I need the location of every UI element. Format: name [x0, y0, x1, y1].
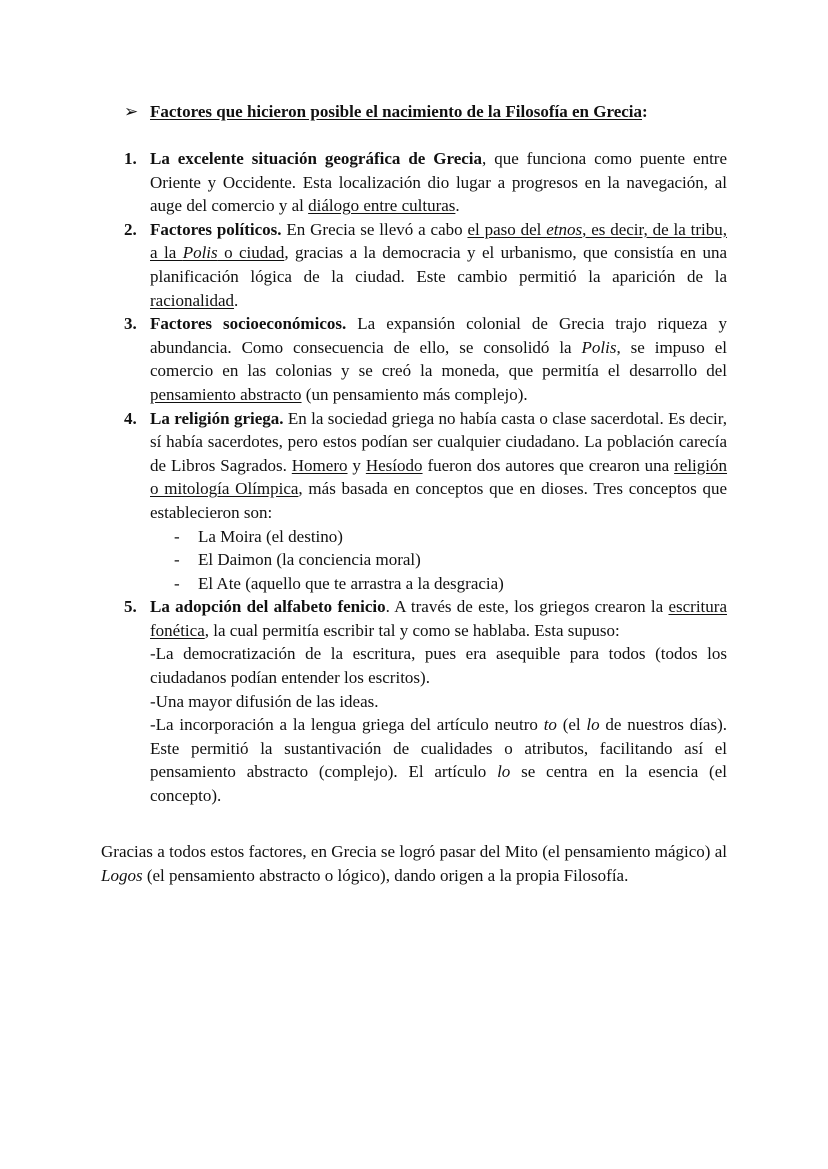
underlined-term: religión o mitología Olímpica [150, 455, 728, 499]
italic-term: Logos [101, 865, 143, 885]
consequence-line: -Una mayor difusión de las ideas. [150, 691, 379, 711]
factor-text: , gracias a la democracia y el urbanismo, que consistía en una planificación lógica de la ciudad. Este cambio permitió la aparición de la [150, 243, 727, 286]
conclusion-text: (el pensamiento abstracto o lógico), dando origen a la propia Filosofía. [142, 865, 629, 885]
factor-title: La religión griega. [150, 408, 284, 428]
factor-number: 5. [124, 597, 137, 617]
underlined-term: racionalidad [150, 290, 235, 310]
factor-title: La excelente situación geográfica de Grecia [150, 149, 483, 168]
conclusion-paragraph [101, 840, 727, 887]
factor-title: La adopción del alfabeto fenicio [150, 597, 386, 617]
heading-title: Factores que hicieron posible el nacimiento de la Filosofía en Grecia [150, 102, 643, 121]
dash-bullet: - [174, 550, 180, 570]
concept-item [150, 572, 727, 596]
factor-text: En la sociedad griega no había casta o clase sacerdotal. Es decir, sí había sacerdotes, pero estos podían ser cualquier ciudadano. La población carecía de Libros Sagrados. [150, 408, 727, 475]
consequence-text: -La incorporación a la lengua griega del artículo neutro [150, 715, 544, 735]
underlined-term: diálogo entre culturas [308, 196, 456, 216]
consequence-text: de nuestros días). Este permitió la sustantivación de cualidades o atributos, facilitando así el pensamiento abstracto (complejo). El artículo [150, 715, 727, 782]
concepts-list [150, 525, 727, 596]
factor-item-politics [124, 218, 727, 312]
factor-item-geography [124, 147, 728, 218]
section-heading [124, 100, 744, 124]
factor-text: En Grecia se llevó a cabo [281, 219, 468, 239]
consequence-text: se centra en la esencia (el concepto). [150, 762, 727, 806]
underlined-term: escritura fonética [150, 597, 727, 640]
underlined-term: pensamiento abstracto [150, 384, 302, 404]
factor-item-alphabet [124, 595, 727, 807]
consequence-line [150, 713, 727, 807]
dash-bullet: - [174, 573, 180, 593]
factor-number: 1. [124, 149, 137, 168]
factor-text: . [234, 290, 239, 310]
factor-text: , se impuso el comercio en las colonias y se creó la moneda, que permitía el desarrollo del [150, 337, 727, 381]
italic-term: Polis [581, 337, 617, 357]
factor-number: 2. [124, 219, 137, 239]
italic-term: Polis [182, 243, 218, 263]
consequence-line: -La democratización de la escritura, pues era asequible para todos (todos los ciudadanos podían entender los escritos). [150, 644, 727, 688]
factor-item-socioeconomic [124, 312, 727, 406]
concept-text: La Moira (el destino) [198, 526, 343, 546]
underlined-text: , es decir, de la tribu, a la [150, 219, 727, 263]
conclusion-text: Gracias a todos estos factores, en Grecia se logró pasar del Mito (el pensamiento mágico) al [101, 842, 727, 861]
concept-item [150, 548, 727, 572]
italic-term: to [543, 715, 557, 735]
factor-text: , que funciona como puente entre Oriente y Occidente. Esta localización dio lugar a progresos en la navegación, al auge del comercio y al [150, 149, 728, 216]
factor-number: 3. [124, 314, 137, 334]
concept-text: El Ate (aquello que te arrastra a la desgracia) [198, 573, 504, 593]
underlined-text: el paso del [467, 219, 547, 239]
italic-term: lo [497, 762, 511, 782]
consequence-text: (el [556, 715, 587, 735]
underlined-text: o ciudad [217, 243, 285, 263]
factor-text: fueron dos autores que crearon una [422, 455, 675, 475]
factor-title: Factores políticos. [150, 219, 282, 239]
concept-text: El Daimon (la conciencia moral) [198, 550, 421, 570]
factor-title: Factores socioeconómicos. [150, 314, 347, 334]
factor-text: (un pensamiento más complejo). [301, 384, 528, 404]
factor-text: , más basada en conceptos que en dioses. Tres conceptos que establecieron son: [150, 479, 727, 522]
factor-text: . [455, 196, 460, 216]
italic-term: etnos [546, 219, 583, 239]
underlined-term: Hesíodo [365, 455, 423, 475]
factor-text: y [347, 455, 366, 475]
underlined-term: Homero [291, 455, 348, 475]
factors-list [124, 147, 728, 808]
factor-number: 4. [124, 408, 137, 428]
factor-item-religion [124, 407, 728, 596]
concept-item [150, 525, 727, 549]
dash-bullet: - [174, 526, 180, 546]
italic-term: lo [586, 715, 600, 735]
heading-colon: : [642, 102, 648, 121]
factor-text: , la cual permitía escribir tal y como se hablaba. Esta supuso: [204, 620, 620, 640]
arrow-bullet-icon: ➢ [124, 102, 139, 121]
factor-text: La expansión colonial de Grecia trajo riqueza y abundancia. Como consecuencia de ello, se consolidó la [150, 314, 727, 357]
factor-text: . A través de este, los griegos crearon la [385, 597, 669, 617]
